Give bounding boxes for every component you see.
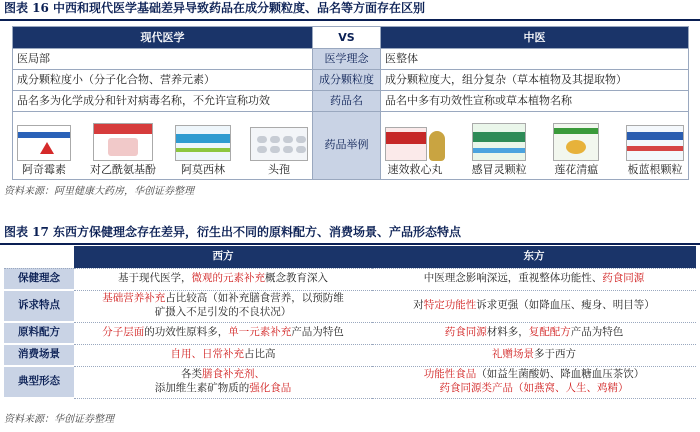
- table-header-row: [4, 246, 696, 268]
- text-segment: 中医理念影响深远，重视整体功能性、: [423, 272, 603, 285]
- cell-mid: 医学理念: [313, 49, 381, 70]
- text-segment: 占比高: [244, 348, 276, 361]
- text-segment: 概念教育深入: [265, 272, 328, 285]
- product-label: 板蓝根颗粒: [627, 163, 683, 177]
- text-segment: 各类: [181, 368, 202, 381]
- highlight-text: 礼赠场景: [492, 348, 534, 361]
- row-key: 原料配方: [4, 322, 74, 344]
- highlight-text: （如燕窝、人生、鸡精）: [513, 382, 629, 394]
- text-segment: 产品为特色: [570, 326, 624, 339]
- western-products-cell: [13, 112, 313, 180]
- product-label: 莲花清瘟: [554, 163, 599, 177]
- highlight-text: 自用、日常补充: [170, 348, 244, 361]
- figure-16-title-text: 图表 16 中西和现代医学基础差异导致药品在成分颗粒度、品名等方面存在区别: [4, 1, 426, 15]
- highlight-text: 单一元素补充: [228, 326, 292, 339]
- header-blank: [4, 246, 74, 268]
- text-segment: 材料多，: [486, 326, 529, 339]
- cell-mid: 药品名: [313, 91, 381, 112]
- text-segment: 矿摄入不足引发的不良状况）: [154, 306, 292, 318]
- text-segment: 产品为特色: [291, 326, 344, 339]
- highlight-text: 复配配方: [528, 326, 571, 339]
- product-label: 阿奇霉素: [22, 163, 66, 177]
- cell-mid: 成分颗粒度: [313, 70, 381, 91]
- highlight-text: 强化食品: [249, 382, 292, 394]
- row-key: 保健理念: [4, 268, 74, 290]
- product-banlangen: [626, 125, 684, 177]
- product-label: 速效救心丸: [387, 163, 443, 177]
- product-lianhua-qingwen: [553, 123, 599, 177]
- table-header-row: [13, 27, 689, 49]
- drug-examples-label: 药品举例: [313, 112, 381, 180]
- drug-box-image: [175, 125, 231, 161]
- figure-17: [0, 224, 700, 432]
- text-segment: （如益生菌酸奶、降血糖血压茶饮）: [476, 368, 645, 381]
- highlight-text: 药食同源类产品: [439, 382, 513, 394]
- comparison-table: [12, 26, 689, 180]
- title-rule: [0, 243, 700, 245]
- product-paracetamol: [90, 123, 156, 177]
- highlight-text: 特定功能性: [423, 299, 477, 312]
- west-cell: [74, 268, 372, 290]
- product-label: 对乙酰氨基酚: [90, 163, 156, 177]
- text-segment: 占比较高（如补充膳食营养，以预防维: [165, 292, 344, 305]
- header-west: 西方: [74, 246, 372, 268]
- table-row: [4, 344, 696, 366]
- product-cephalosporin: [250, 127, 308, 177]
- text-segment: 多于西方: [534, 348, 576, 361]
- figure-16-source: 资料来源：阿里健康大药房，华创证券整理: [4, 186, 194, 197]
- highlight-text: 基础营养补充: [102, 292, 166, 305]
- drug-box-image: [472, 123, 526, 161]
- east-cell: [372, 268, 696, 290]
- drug-box-image: [17, 125, 71, 161]
- title-rule: [0, 19, 700, 21]
- highlight-text: 功能性食品: [423, 368, 477, 381]
- cell-right: 成分颗粒度大，组分复杂（草本植物及其提取物）: [381, 70, 689, 91]
- product-label: 头孢: [268, 163, 290, 177]
- text-segment: 添加维生素矿物质的: [154, 382, 250, 394]
- cell-right: 品名中多有功效性宣称或草本植物名称: [381, 91, 689, 112]
- east-cell: [372, 344, 696, 366]
- figure-16: [0, 0, 700, 200]
- table-row: [4, 268, 696, 290]
- drug-box-image: [626, 125, 684, 161]
- product-amoxicillin: [175, 125, 231, 177]
- cell-left: 品名多为化学成分和针对病毒名称，不允许宣称功效: [13, 91, 313, 112]
- cell-right: 医整体: [381, 49, 689, 70]
- product-label: 阿莫西林: [181, 163, 225, 177]
- text-segment: 对: [413, 299, 424, 312]
- row-key: 消费场景: [4, 344, 74, 366]
- product-azithromycin: [17, 125, 71, 177]
- west-cell: [74, 290, 372, 322]
- east-cell: [372, 290, 696, 322]
- table-row: [4, 322, 696, 344]
- header-tcm: 中医: [381, 27, 689, 49]
- text-segment: 的功效性原料多，: [144, 326, 229, 339]
- east-cell: [372, 322, 696, 344]
- text-segment: 基于现代医学，: [118, 272, 192, 285]
- header-modern-medicine: 现代医学: [13, 27, 313, 49]
- tcm-products-cell: [381, 112, 689, 180]
- row-key: 诉求特点: [4, 290, 74, 322]
- figure-17-source: 资料来源：华创证券整理: [4, 414, 114, 425]
- west-cell: [74, 322, 372, 344]
- product-label: 感冒灵颗粒: [471, 163, 527, 177]
- drug-blister-image: [250, 127, 308, 161]
- drug-box-image: [93, 123, 153, 161]
- east-cell: [372, 366, 696, 398]
- product-image-row: [13, 112, 689, 180]
- highlight-text: 药食同源: [602, 272, 645, 285]
- highlight-text: 药食同源: [444, 326, 487, 339]
- figure-17-title-text: 图表 17 东西方保健理念存在差异，衍生出不同的原料配方、消费场景、产品形态特点: [4, 225, 462, 239]
- row-key: 典型形态: [4, 366, 74, 398]
- text-segment: 诉求更强（如降血压、瘦身、明目等）: [476, 299, 655, 312]
- table-row: [13, 91, 689, 112]
- highlight-text: 膳食补充剂、: [202, 368, 265, 381]
- product-ganmaoling: [472, 123, 527, 177]
- table-row: [4, 290, 696, 322]
- east-west-table: [4, 246, 696, 399]
- cell-left: 医局部: [13, 49, 313, 70]
- drug-box-image: [553, 123, 599, 161]
- table-row: [4, 366, 696, 398]
- table-row: [13, 49, 689, 70]
- west-cell: [74, 344, 372, 366]
- highlight-text: 分子层面: [102, 326, 145, 339]
- gourd-bottle-image: [429, 131, 445, 161]
- drug-box-image: [385, 127, 427, 161]
- product-suxiao-jiuxin: [385, 127, 445, 177]
- west-cell: [74, 366, 372, 398]
- header-east: 东方: [372, 246, 696, 268]
- figure-17-title: [0, 224, 700, 244]
- table-row: [13, 70, 689, 91]
- highlight-text: 微观的元素补充: [191, 272, 265, 285]
- header-vs: VS: [313, 27, 381, 49]
- figure-16-title: [0, 0, 700, 20]
- cell-left: 成分颗粒度小（分子化合物、营养元素）: [13, 70, 313, 91]
